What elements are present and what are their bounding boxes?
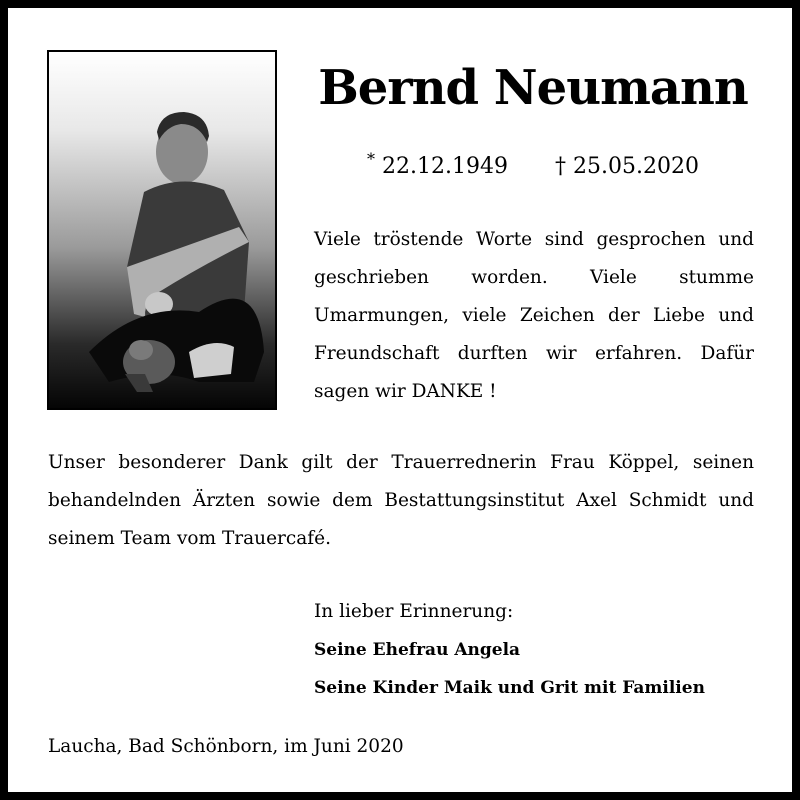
memory-heading: In lieber Erinnerung: [314, 601, 514, 622]
deceased-name: Bernd Neumann [318, 60, 748, 116]
portrait-photo [47, 50, 277, 410]
family-line-children: Seine Kinder Maik und Grit mit Familien [314, 678, 705, 698]
birth-date [367, 150, 508, 180]
family-line-spouse: Seine Ehefrau Angela [314, 640, 521, 660]
cross-icon: † [555, 154, 566, 180]
life-dates [308, 150, 758, 179]
intro-paragraph: Viele tröstende Worte sind gesprochen und geschrieben worden. Viele stumme Umarmungen, viele Zeichen der Liebe und Freundschaft durften wir erfahren. Dafür sagen wir DANKE ! [314, 229, 754, 402]
memory-block [314, 593, 764, 707]
death-date-value: 25.05.2020 [573, 154, 699, 180]
death-date [555, 154, 699, 179]
portrait-illustration [49, 52, 275, 408]
place-and-date: Laucha, Bad Schönborn, im Juni 2020 [48, 736, 404, 757]
birth-date-value: 22.12.1949 [382, 154, 508, 180]
birth-symbol: * [367, 150, 376, 169]
thanks-paragraph: Unser besonderer Dank gilt der Trauerrednerin Frau Köppel, seinen behandelnden Ärzten sowie dem Bestattungsinstitut Axel Schmidt und seinem Team vom Trauercafé. [48, 452, 754, 549]
